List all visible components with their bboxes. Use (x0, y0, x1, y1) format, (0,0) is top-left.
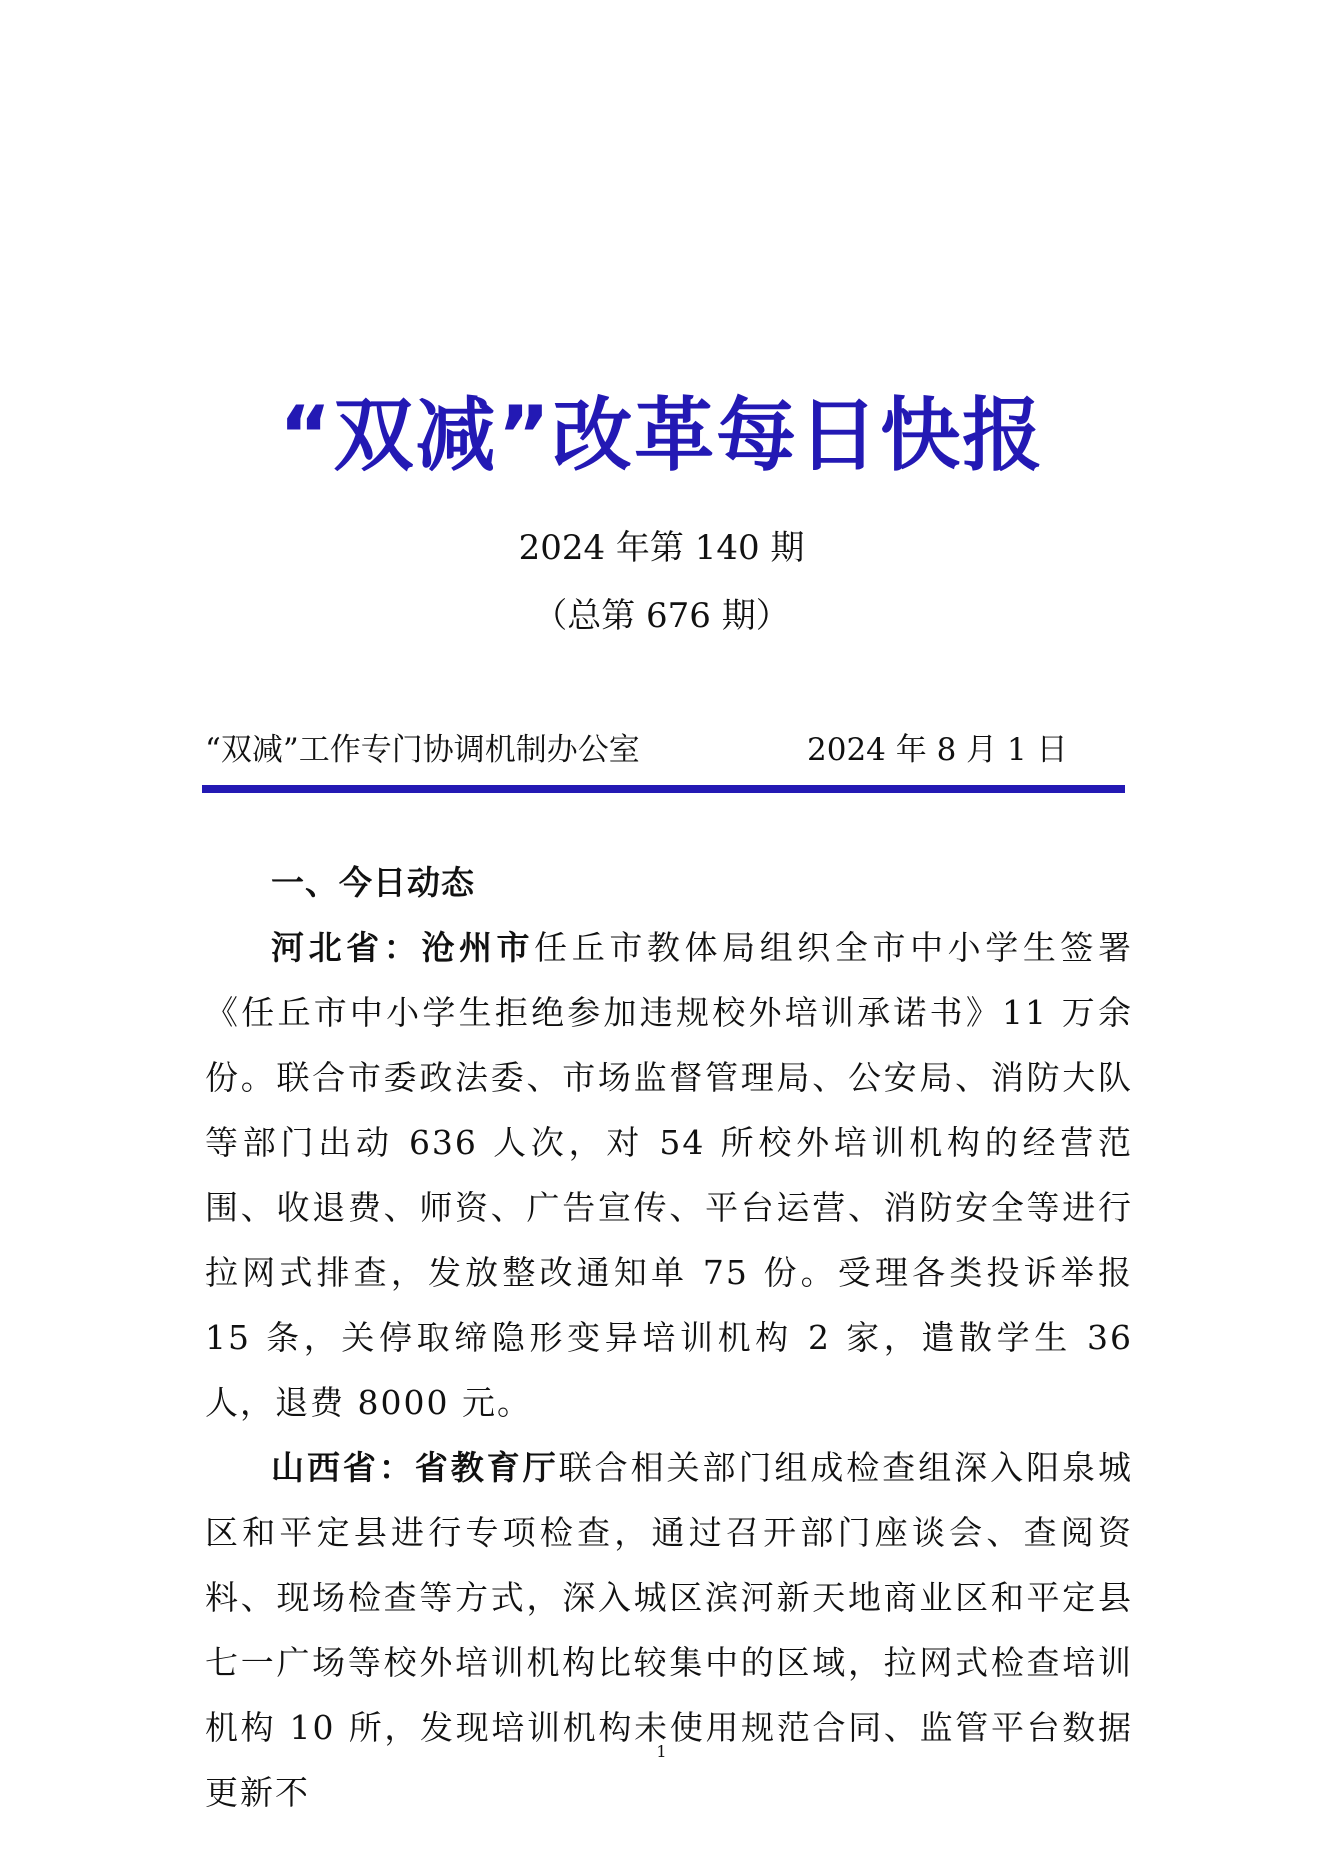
publish-date: 2024 年 8 月 1 日 (807, 732, 1068, 768)
header-divider (202, 785, 1125, 793)
paragraph-shanxi (205, 1435, 1133, 1825)
paragraph-hebei (205, 915, 1133, 1435)
publisher-row (205, 724, 1125, 768)
paragraph-text: 联合相关部门组成检查组深入阳泉城区和平定县进行专项检查，通过召开部门座谈会、查阅资料、现场检查等方式，深入城区滨河新天地商业区和平定县七一广场等校外培训机构比较集中的区域，拉网式检查培训机构 10 所，发现培训机构未使用规范合同、监管平台数据更新不 (205, 1448, 1134, 1812)
province-label: 河北省： (271, 928, 422, 967)
province-label: 山西省： (271, 1448, 415, 1487)
total-issue-number: （总第 676 期） (533, 596, 790, 636)
document-body (205, 850, 1133, 1825)
paragraph-text: 任丘市教体局组织全市中小学生签署《任丘市中小学生拒绝参加违规校外培训承诺书》11 万余份。联合市委政法委、市场监督管理局、公安局、消防大队等部门出动 636 人次，对 54 所校外培训机构的经营范围、收退费、师资、广告宣传、平台运营、消防安全等进行拉网式排查，发放整改通知单 75 份。受理各类投诉举报 15 条，关停取缔隐形变异培训机构 2 家，遣散学生 36 人，退费 8000 元。 (205, 928, 1134, 1422)
section-heading: 一、今日动态 (271, 863, 475, 902)
publisher-office: “双减”工作专门协调机制办公室 (205, 732, 640, 768)
report-title: “双减”改革每日快报 (278, 389, 1045, 482)
page-number: 1 (656, 1742, 667, 1761)
agency-label: 沧州市 (421, 928, 535, 967)
agency-label: 省教育厅 (414, 1448, 559, 1487)
issue-number: 2024 年第 140 期 (518, 528, 805, 568)
